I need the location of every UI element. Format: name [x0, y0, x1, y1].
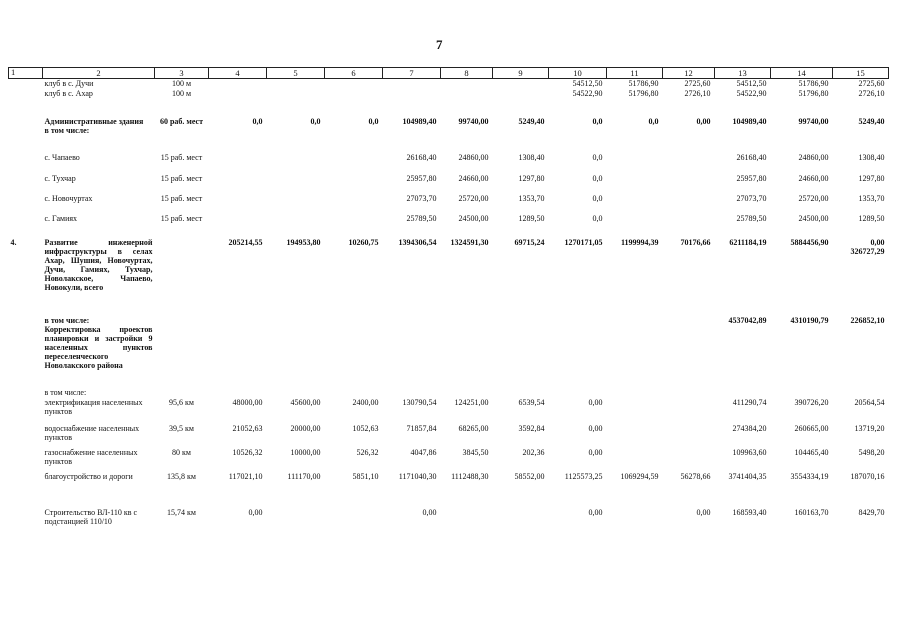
amount-cell: 24860,00: [458, 152, 489, 162]
amount-cell: [209, 153, 267, 174]
amount-cell: [441, 508, 493, 532]
header-cell: 8: [441, 68, 493, 79]
amount-cell: 1289,50: [858, 213, 885, 223]
amount-cell: 10260,75: [348, 237, 379, 247]
amount-cell: [325, 174, 383, 194]
amount-cell: 20564,54: [854, 397, 885, 407]
amount-cell: [607, 424, 663, 448]
table-row: [9, 194, 889, 214]
amount-cell: 54512,50: [572, 79, 603, 88]
amount-cell: 99740,00: [798, 116, 829, 126]
amount-cell: [209, 79, 267, 89]
amount-cell: [441, 79, 493, 89]
amount-cell: 274384,20: [732, 423, 767, 433]
amount-cell: 194953,80: [286, 237, 321, 247]
amount-cell: 51796,80: [628, 88, 659, 98]
row-number-cell: 4.: [10, 237, 17, 247]
amount-cell: 226852,10: [850, 315, 885, 325]
amount-cell: [607, 174, 663, 194]
amount-cell: 2400,00: [352, 397, 379, 407]
amount-cell: [493, 89, 549, 117]
amount-cell: 1308,40: [518, 152, 545, 162]
header-cell: 2: [43, 68, 155, 79]
amount-cell: 10526,32: [232, 447, 263, 457]
amount-cell: 1270171,05: [564, 237, 603, 247]
amount-cell: [663, 398, 715, 424]
capacity-cell: 80 км: [172, 447, 191, 457]
row-number-cell: [9, 448, 43, 472]
amount-cell: 1353,70: [858, 193, 885, 203]
amount-cell: 104989,40: [402, 116, 437, 126]
amount-cell: 70176,66: [680, 237, 711, 247]
table-row: [9, 174, 889, 194]
amount-cell: [383, 388, 441, 398]
row-number-cell: [9, 153, 43, 174]
amount-cell: [383, 79, 441, 89]
amount-cell: [663, 316, 715, 388]
table-row: [9, 316, 889, 388]
amount-cell: [493, 316, 549, 388]
table-row: [9, 388, 889, 398]
amount-cell: [771, 388, 833, 398]
capacity-cell: 135,8 км: [167, 471, 196, 481]
amount-cell: [663, 174, 715, 194]
table-row: [9, 424, 889, 448]
amount-cell: 54522,90: [736, 88, 767, 98]
amount-cell: 24660,00: [458, 173, 489, 183]
amount-cell: 5249,40: [858, 116, 885, 126]
amount-cell: 3592,84: [518, 423, 545, 433]
amount-cell: 25720,00: [458, 193, 489, 203]
item-name-cell: клуб в с. Ахар: [44, 88, 93, 98]
amount-cell: [549, 388, 607, 398]
item-name-cell: благоустройство и дороги: [44, 471, 133, 481]
item-name-cell: Строительство ВЛ-110 кв с подстанцией 110/10: [44, 507, 138, 526]
table-row: [9, 117, 889, 153]
amount-cell: 27073,70: [736, 193, 767, 203]
amount-cell: 260665,00: [794, 423, 829, 433]
amount-cell: 51796,80: [798, 88, 829, 98]
amount-cell: 130790,54: [402, 397, 437, 407]
amount-cell: 168593,40: [732, 507, 767, 517]
header-cell: 7: [383, 68, 441, 79]
capacity-cell: 15 раб. мест: [160, 193, 203, 203]
amount-cell: [607, 194, 663, 214]
amount-cell: [663, 214, 715, 238]
header-cell: 9: [493, 68, 549, 79]
item-name-cell: газоснабжение населенных пунктов: [44, 447, 138, 466]
amount-cell: 21052,63: [232, 423, 263, 433]
row-number-cell: [9, 472, 43, 508]
amount-cell: 104465,40: [794, 447, 829, 457]
amount-cell: 51786,90: [628, 79, 659, 88]
capacity-cell: 15,74 км: [167, 507, 196, 517]
amount-cell: 0,00: [696, 116, 711, 126]
row-number-cell: [9, 89, 43, 117]
row-number-cell: [9, 214, 43, 238]
amount-cell: 25789,50: [406, 213, 437, 223]
header-cell: 11: [607, 68, 663, 79]
table-row: [9, 448, 889, 472]
header-cell: 5: [267, 68, 325, 79]
amount-cell: 1308,40: [858, 152, 885, 162]
capacity-cell: [155, 316, 209, 388]
amount-cell: [493, 508, 549, 532]
amount-cell: 20000,00: [290, 423, 321, 433]
header-cell: 1: [9, 68, 43, 79]
amount-cell: 2725,60: [858, 79, 885, 88]
amount-cell: 0,00: [422, 507, 437, 517]
item-name-cell: в том числе:: [44, 387, 87, 397]
amount-cell: 24860,00: [798, 152, 829, 162]
amount-cell: [325, 79, 383, 89]
capacity-cell: 15 раб. мест: [160, 173, 203, 183]
amount-cell: [493, 388, 549, 398]
table-row: [9, 79, 889, 89]
amount-cell: 1171040,30: [398, 471, 437, 481]
amount-cell: [663, 194, 715, 214]
amount-cell: 5851,10: [352, 471, 379, 481]
amount-cell: 0,0: [592, 152, 603, 162]
amount-cell: [607, 153, 663, 174]
amount-cell: 526,32: [356, 447, 379, 457]
amount-cell: 109963,60: [732, 447, 767, 457]
row-number-cell: [9, 117, 43, 153]
amount-cell: 48000,00: [232, 397, 263, 407]
amount-cell: 2725,60: [684, 79, 711, 88]
header-cell: 13: [715, 68, 771, 79]
amount-cell: 205214,55: [228, 237, 263, 247]
amount-cell: 160163,70: [794, 507, 829, 517]
amount-cell: 24500,00: [458, 213, 489, 223]
table-row: [9, 214, 889, 238]
amount-cell: 1297,80: [858, 173, 885, 183]
header-row: [9, 68, 889, 79]
amount-cell: [325, 194, 383, 214]
amount-cell: 24500,00: [798, 213, 829, 223]
amount-cell: [267, 174, 325, 194]
amount-cell: 26168,40: [736, 152, 767, 162]
capacity-cell: 100 м: [171, 88, 192, 98]
amount-cell: 0,00: [588, 423, 603, 433]
capacity-cell: 95,6 км: [169, 397, 194, 407]
amount-cell: 124251,00: [454, 397, 489, 407]
amount-cell: 25957,80: [406, 173, 437, 183]
amount-cell: [383, 89, 441, 117]
item-name-cell: Административные здания в том числе:: [44, 116, 144, 135]
item-name-cell: с. Новочуртах: [44, 193, 93, 203]
amount-cell: 4047,86: [410, 447, 437, 457]
amount-cell: 411290,74: [732, 397, 767, 407]
amount-cell: 0,00: [588, 507, 603, 517]
amount-cell: 0,00: [588, 447, 603, 457]
item-name-cell: клуб в с. Дучи: [44, 79, 94, 88]
item-name-cell: в том числе: Корректировка проектов планировки и застройки 9 населенных пунктов переселенческого Новолакского района: [44, 315, 153, 370]
amount-cell: [549, 316, 607, 388]
item-name-cell: с. Чапаево: [44, 152, 80, 162]
amount-cell: 51786,90: [798, 79, 829, 88]
row-number-cell: [9, 79, 43, 89]
page-number: 7: [436, 37, 443, 52]
header-cell: 6: [325, 68, 383, 79]
table-body: [9, 79, 889, 532]
amount-cell: 54512,50: [736, 79, 767, 88]
amount-cell: 6211184,19: [729, 237, 767, 247]
amount-cell: [325, 214, 383, 238]
amount-cell: 104989,40: [732, 116, 767, 126]
amount-cell: 27073,70: [406, 193, 437, 203]
amount-cell: 187070,16: [850, 471, 885, 481]
amount-cell: [383, 316, 441, 388]
amount-cell: [441, 316, 493, 388]
table-row: [9, 238, 889, 316]
amount-cell: [325, 89, 383, 117]
amount-cell: 2726,10: [858, 88, 885, 98]
amount-cell: [267, 388, 325, 398]
amount-cell: 69715,24: [514, 237, 545, 247]
row-number-cell: [9, 194, 43, 214]
amount-cell: 4537042,89: [728, 315, 767, 325]
amount-cell: 6539,54: [518, 397, 545, 407]
amount-cell: [267, 153, 325, 174]
header-cell: 4: [209, 68, 267, 79]
amount-cell: [209, 89, 267, 117]
amount-cell: 1353,70: [518, 193, 545, 203]
capacity-cell: 60 раб. мест: [159, 116, 204, 126]
item-name-cell: с. Тухчар: [44, 173, 76, 183]
amount-cell: 71857,84: [406, 423, 437, 433]
amount-cell: 13719,20: [854, 423, 885, 433]
amount-cell: 58552,00: [514, 471, 545, 481]
item-name-cell: Развитие инженерной инфраструктуры в селах Ахар, Шушия, Новочуртах, Дучи, Гамиях, Тухчар, Новолакское, Чапаево, Новокули, всего: [44, 237, 153, 292]
row-number-cell: [9, 424, 43, 448]
amount-cell: 390726,20: [794, 397, 829, 407]
amount-cell: 0,00: [696, 507, 711, 517]
capacity-cell: 39,5 км: [169, 423, 194, 433]
header-cell: 3: [155, 68, 209, 79]
amount-cell: [607, 398, 663, 424]
item-name-cell: водоснабжение населенных пунктов: [44, 423, 140, 442]
amount-cell: 5249,40: [518, 116, 545, 126]
amount-cell: [209, 174, 267, 194]
amount-cell: 0,00: [248, 507, 263, 517]
amount-cell: 1125573,25: [564, 471, 603, 481]
row-number-cell: [9, 388, 43, 398]
item-name-cell: с. Гамиях: [44, 213, 78, 223]
amount-cell: 24660,00: [798, 173, 829, 183]
amount-cell: 68265,00: [458, 423, 489, 433]
amount-cell: [267, 316, 325, 388]
amount-cell: 0,0: [252, 116, 263, 126]
capacity-cell: 15 раб. мест: [160, 213, 203, 223]
amount-cell: 1069294,59: [620, 471, 659, 481]
header-cell: 12: [663, 68, 715, 79]
amount-cell: [607, 388, 663, 398]
amount-cell: [663, 448, 715, 472]
amount-cell: [663, 153, 715, 174]
amount-cell: 0,0: [310, 116, 321, 126]
header-cell: 10: [549, 68, 607, 79]
amount-cell: [267, 194, 325, 214]
row-number-cell: [9, 174, 43, 194]
amount-cell: [663, 388, 715, 398]
amount-cell: [441, 89, 493, 117]
capacity-cell: 100 м: [171, 79, 192, 88]
amount-cell: [267, 79, 325, 89]
amount-cell: [833, 388, 889, 398]
capacity-cell: 15 раб. мест: [160, 152, 203, 162]
amount-cell: 202,36: [522, 447, 545, 457]
amount-cell: 1052,63: [352, 423, 379, 433]
table-row: [9, 398, 889, 424]
amount-cell: [663, 424, 715, 448]
amount-cell: 0,00: [588, 397, 603, 407]
row-number-cell: [9, 508, 43, 532]
amount-cell: [209, 388, 267, 398]
item-name-cell: электрификация населенных пунктов: [44, 397, 143, 416]
amount-cell: [607, 316, 663, 388]
capacity-cell: [155, 238, 209, 316]
amount-cell: [441, 388, 493, 398]
amount-cell: 25720,00: [798, 193, 829, 203]
amount-cell: [325, 316, 383, 388]
amount-cell: 3845,50: [462, 447, 489, 457]
amount-cell: [607, 508, 663, 532]
amount-cell: 3741404,35: [728, 471, 767, 481]
amount-cell: 1297,80: [518, 173, 545, 183]
budget-table: [8, 67, 889, 532]
table-row: [9, 508, 889, 532]
amount-cell: 56278,66: [680, 471, 711, 481]
amount-cell: 1324591,30: [450, 237, 489, 247]
amount-cell: 26168,40: [406, 152, 437, 162]
amount-cell: 117021,10: [228, 471, 263, 481]
amount-cell: 10000,00: [290, 447, 321, 457]
amount-cell: [325, 388, 383, 398]
amount-cell: 45600,00: [290, 397, 321, 407]
amount-cell: [267, 214, 325, 238]
amount-cell: 0,00 326727,29: [850, 237, 885, 256]
row-number-cell: [9, 398, 43, 424]
amount-cell: 0,0: [648, 116, 659, 126]
table-row: [9, 472, 889, 508]
table-row: [9, 153, 889, 174]
amount-cell: 1394306,54: [398, 237, 437, 247]
amount-cell: 5498,20: [858, 447, 885, 457]
amount-cell: 2726,10: [684, 88, 711, 98]
header-cell: 14: [771, 68, 833, 79]
amount-cell: [325, 153, 383, 174]
amount-cell: 111170,00: [287, 471, 321, 481]
amount-cell: 0,0: [592, 116, 603, 126]
amount-cell: 25789,50: [736, 213, 767, 223]
amount-cell: 1289,50: [518, 213, 545, 223]
amount-cell: 0,0: [592, 173, 603, 183]
amount-cell: [209, 194, 267, 214]
table-row: [9, 89, 889, 117]
amount-cell: 0,0: [592, 193, 603, 203]
amount-cell: [209, 316, 267, 388]
amount-cell: [607, 214, 663, 238]
amount-cell: 8429,70: [858, 507, 885, 517]
amount-cell: 54522,90: [572, 88, 603, 98]
amount-cell: 4310190,79: [790, 315, 829, 325]
amount-cell: [325, 508, 383, 532]
amount-cell: [267, 508, 325, 532]
amount-cell: 25957,80: [736, 173, 767, 183]
amount-cell: 0,0: [592, 213, 603, 223]
amount-cell: 99740,00: [458, 116, 489, 126]
amount-cell: [493, 79, 549, 89]
capacity-cell: [155, 388, 209, 398]
amount-cell: [209, 214, 267, 238]
row-number-cell: [9, 316, 43, 388]
amount-cell: 1112488,30: [451, 471, 489, 481]
amount-cell: [607, 448, 663, 472]
amount-cell: 3554334,19: [790, 471, 829, 481]
amount-cell: 5884456,90: [790, 237, 829, 247]
amount-cell: [267, 89, 325, 117]
header-cell: 15: [833, 68, 889, 79]
amount-cell: 1199994,39: [620, 237, 659, 247]
amount-cell: [715, 388, 771, 398]
amount-cell: 0,0: [368, 116, 379, 126]
